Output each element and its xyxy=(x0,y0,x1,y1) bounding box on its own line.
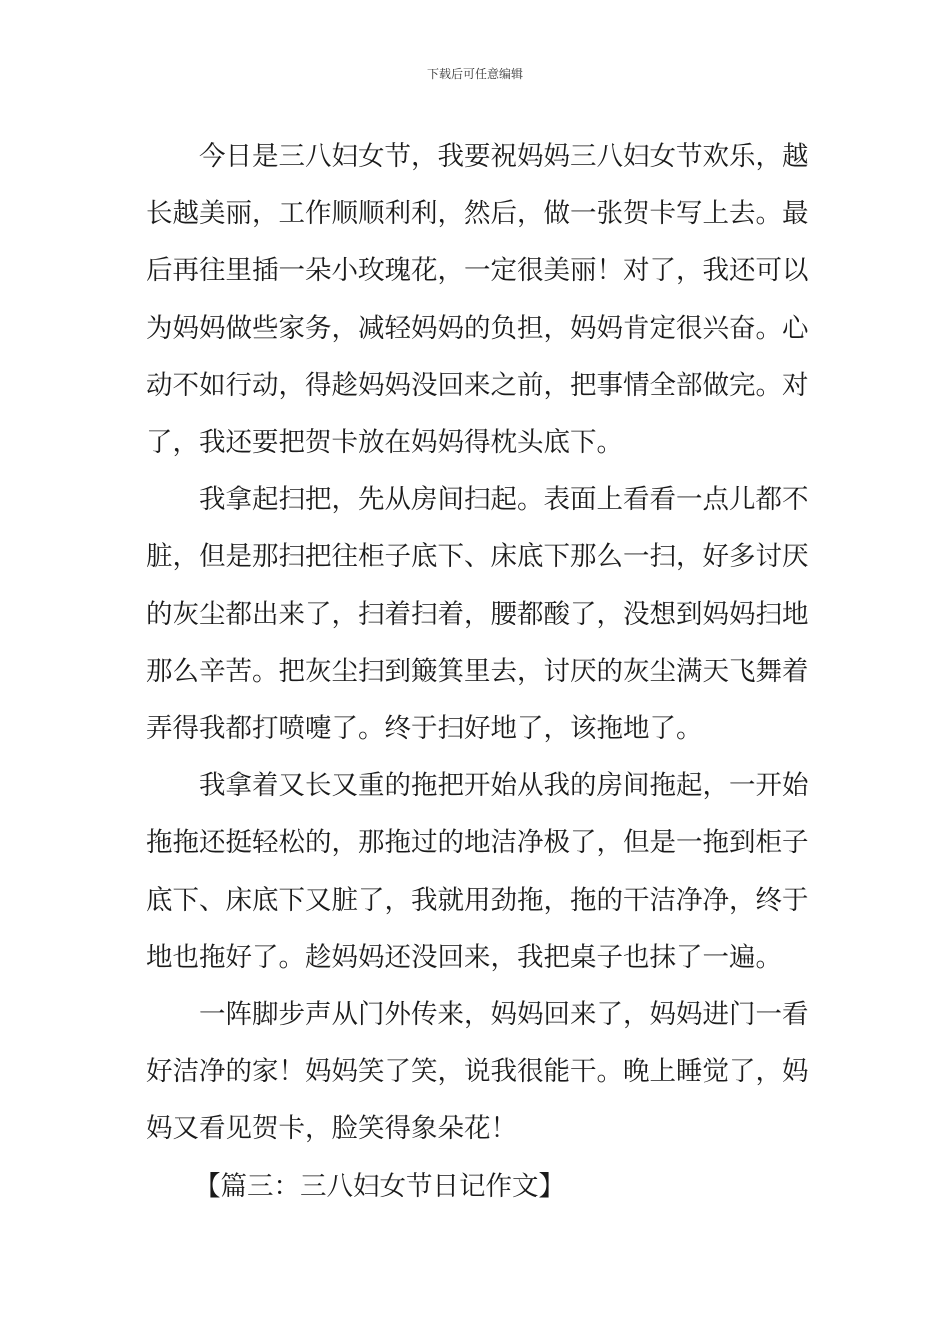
paragraph-line: 地也拖好了。趁妈妈还没回来，我把桌子也抹了一遍。 xyxy=(146,941,782,973)
paragraph-line: 后再往里插一朵小玫瑰花，一定很美丽！对了，我还可以 xyxy=(146,255,809,287)
paragraph-line: 的灰尘都出来了，扫着扫着，腰都酸了，没想到妈妈扫地 xyxy=(146,598,809,630)
paragraph-4 xyxy=(146,986,809,1158)
page-header: 下载后可任意编辑 xyxy=(426,67,523,81)
paragraph-line: 好洁净的家！妈妈笑了笑，说我很能干。晚上睡觉了，妈 xyxy=(146,1056,809,1088)
paragraph-1 xyxy=(146,128,809,471)
paragraph-line: 一阵脚步声从门外传来，妈妈回来了，妈妈进门一看 xyxy=(199,999,809,1031)
paragraph-line: 了，我还要把贺卡放在妈妈得枕头底下。 xyxy=(146,427,623,459)
paragraph-3 xyxy=(146,757,809,986)
paragraph-line: 动不如行动，得趁妈妈没回来之前，把事情全部做完。对 xyxy=(146,369,809,401)
paragraph-line: 脏，但是那扫把往柜子底下、床底下那么一扫，好多讨厌 xyxy=(146,541,809,573)
paragraph-2 xyxy=(146,471,809,757)
paragraph-line: 长越美丽，工作顺顺利利，然后，做一张贺卡写上去。最 xyxy=(146,198,809,230)
paragraph-line: 今日是三八妇女节，我要祝妈妈三八妇女节欢乐，越 xyxy=(199,141,809,172)
paragraph-line: 底下、床底下又脏了，我就用劲拖，拖的干洁净净，终于 xyxy=(146,884,809,916)
document-body xyxy=(146,128,809,1215)
section-heading: 【篇三：三八妇女节日记作文】 xyxy=(194,1170,565,1202)
paragraph-line: 拖拖还挺轻松的，那拖过的地洁净极了，但是一拖到柜子 xyxy=(146,827,809,859)
paragraph-line: 弄得我都打喷嚏了。终于扫好地了，该拖地了。 xyxy=(146,713,703,745)
paragraph-line: 我拿起扫把，先从房间扫起。表面上看看一点儿都不 xyxy=(199,484,809,516)
paragraph-line: 那么辛苦。把灰尘扫到簸箕里去，讨厌的灰尘满天飞舞着 xyxy=(146,655,809,687)
paragraph-line: 妈又看见贺卡，脸笑得象朵花！ xyxy=(146,1113,517,1145)
paragraph-line: 我拿着又长又重的拖把开始从我的房间拖起，一开始 xyxy=(199,770,809,802)
paragraph-line: 为妈妈做些家务，减轻妈妈的负担，妈妈肯定很兴奋。心 xyxy=(146,312,809,344)
